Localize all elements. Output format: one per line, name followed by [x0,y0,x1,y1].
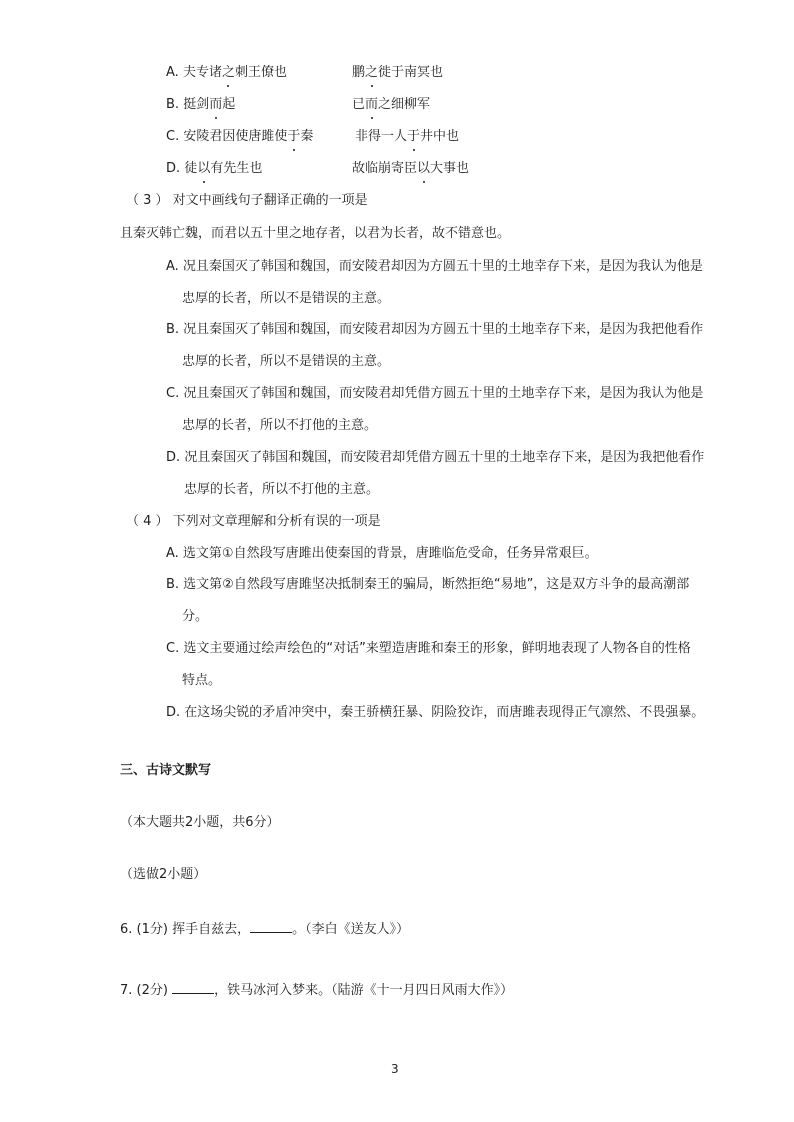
q4-option-d: D. 在这场尖锐的矛盾冲突中，秦王骄横狂暴、阴险狡诈，而唐雎表现得正气凛然、不畏强暴。 [166,705,705,720]
q2-option-d-left [166,160,262,178]
option-label: A. [166,65,179,80]
q6-answer-blank[interactable] [250,920,292,933]
emphasis-char: 而 [209,97,223,112]
q2-option-a-left [166,64,287,82]
text: 鹏 [352,65,366,80]
text: 秦 [300,129,314,144]
text: 安陵君因使唐雎使 [183,129,288,144]
q7-suffix: ，铁马冰河入梦来。（陆游《十一月四日风雨大作》） [214,983,514,998]
section-note-choose: （选做2小题） [120,867,207,882]
emphasis-char: 之 [221,65,235,80]
text: 挺剑 [183,97,210,112]
q4-stem: （ 4 ） 下列对文章理解和分析有误的一项是 [126,514,381,529]
q2-option-a-right [352,64,443,82]
q2-option-b-left [166,96,235,114]
q7-answer-blank[interactable] [172,981,214,994]
q3-option-c-line2: 忠厚的长者，所以不打他的主意。 [182,418,378,433]
q3-option-c-line1: C. 况且秦国灭了韩国和魏国，而安陵君却凭借方圆五十里的土地幸存下来，是因为我认为他是 [166,386,704,401]
text: 井中也 [420,129,460,144]
section-note-score: （本大题共2小题，共6分） [120,815,280,830]
emphasis-char: 以 [417,161,431,176]
text: 之细柳军 [378,97,431,112]
text: 有先生也 [210,161,263,176]
q3-option-b-line1: B. 况且秦国灭了韩国和魏国，而安陵君却因为方圆五十里的土地幸存下来，是因为我把他看作 [166,322,704,337]
emphasis-char: 之 [365,65,379,80]
option-label: B. [166,97,180,112]
question-6 [120,920,409,939]
emphasis-char: 而 [365,97,379,112]
text: 刺王僚也 [234,65,287,80]
q3-stem: （ 3 ） 对文中画线句子翻译正确的一项是 [126,193,368,208]
q6-suffix: 。（李白《送友人》） [292,922,410,937]
q3-option-a-line2: 忠厚的长者，所以不是错误的主意。 [182,291,391,306]
q3-option-a-line1: A. 况且秦国灭了韩国和魏国，而安陵君却因为方圆五十里的土地幸存下来，是因为我认为他是 [166,259,703,274]
emphasis-char: 以 [197,161,211,176]
emphasis-char: 于 [407,129,421,144]
text: 故临崩寄臣 [352,161,418,176]
q7-prefix: 7. (2分) [120,983,173,998]
text: 徙于南冥也 [378,65,444,80]
text: 非得一人 [355,129,408,144]
q3-option-d-line1: D. 况且秦国灭了韩国和魏国，而安陵君却凭借方圆五十里的土地幸存下来，是因为我把他看作 [166,450,705,465]
q3-sentence: 且秦灭韩亡魏，而君以五十里之地存者，以君为长者，故不错意也。 [120,226,511,241]
q6-prefix: 6. (1分) 挥手自兹去， [120,922,251,937]
option-label: C. [166,129,180,144]
q4-option-c-line2: 特点。 [182,673,222,688]
q3-option-b-line2: 忠厚的长者，所以不是错误的主意。 [182,354,391,369]
q2-option-d-right [352,160,469,178]
page-number: 3 [391,1062,399,1076]
section-heading: 三、古诗文默写 [120,763,212,778]
q4-option-b-line1: B. 选文第②自然段写唐雎坚决抵制秦王的骗局，断然拒绝“易地”，这是双方斗争的最高潮部 [166,577,690,592]
q4-option-b-line2: 分。 [182,609,209,624]
text: 起 [222,97,236,112]
q2-option-c-right [355,128,459,146]
q4-option-a: A. 选文第①自然段写唐雎出使秦国的背景，唐雎临危受命，任务异常艰巨。 [166,546,598,561]
q2-option-b-right [352,96,430,114]
text: 徒 [184,161,198,176]
emphasis-char: 于 [287,129,301,144]
text: 夫专诸 [182,65,222,80]
text: 已 [352,97,366,112]
question-7 [120,981,513,1000]
q2-option-c-left [166,128,313,146]
q4-option-c-line1: C. 选文主要通过绘声绘色的“对话”来塑造唐雎和秦王的形象，鲜明地表现了人物各自的性格 [166,641,691,656]
q3-option-d-line2: 忠厚的长者，所以不打他的主意。 [184,482,380,497]
text: 大事也 [430,161,470,176]
option-label: D. [166,161,181,176]
